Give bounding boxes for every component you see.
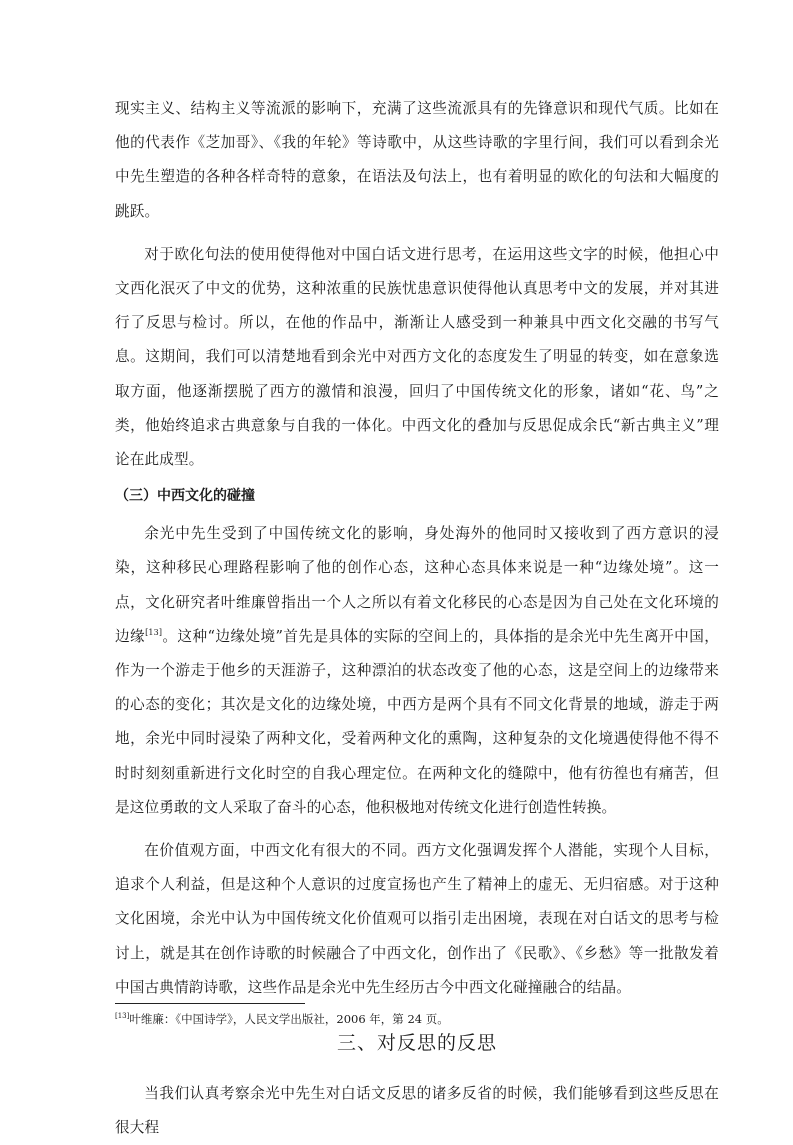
paragraph-2: 对于欧化句法的使用使得他对中国白话文进行思考，在运用这些文字的时候，他担心中文西化泯灭了中文的优势，这种浓重的民族忧患意识使得他认真思考中文的发展，并对其进行了反思与检讨。所以，在他的作品中，渐渐让人感受到一种兼具中西文化交融的书写气息。这期间，我们可以清楚地看到余光中对西方文化的态度发生了明显的转变，如在意象选取方面，他逐渐摆脱了西方的激情和浪漫，回归了中国传统文化的形象，诸如“花、鸟”之类，他始终追求古典意象与自我的一体化。中西文化的叠加与反思促成余氏“新古典主义”理论在此成型。 bbox=[115, 245, 719, 469]
document-body bbox=[115, 92, 719, 1145]
footnote-text: 叶维廉：《中国诗学》，人民文学出版社，2006 年，第 24 页。 bbox=[129, 1012, 449, 1026]
section-title: 三、对反思的反思 bbox=[336, 1032, 497, 1055]
footnote bbox=[115, 1010, 719, 1028]
paragraph-5: 当我们认真考察余光中先生对白话文反思的诸多反省的时候，我们能够看到这些反思在很大程 bbox=[115, 1085, 719, 1137]
subsection-heading: （三）中西文化的碰撞 bbox=[115, 488, 255, 505]
paragraph-1: 现实主义、结构主义等流派的影响下，充满了这些流派具有的先锋意识和现代气质。比如在他的代表作《芝加哥》、《我的年轮》等诗歌中，从这些诗歌的字里行间，我们可以看到余光中先生塑造的各种各样奇特的意象，在语法及句法上，也有着明显的欧化的句法和大幅度的跳跃。 bbox=[115, 100, 719, 220]
paragraph-3-part-a: 余光中先生受到了中国传统文化的影响，身处海外的他同时又接收到了西方意识的浸染，这种移民心理路程影响了他的创作心态，这种心态具体来说是一种“边缘处境”。这一点，文化研究者叶维廉曾指出一个人之所以有着文化移民的心态是因为自己处在文化环境的边缘 bbox=[115, 525, 719, 645]
paragraph-3-part-b: 。这种“边缘处境”首先是具体的实际的空间上的，具体指的是余光中先生离开中国，作为一个游走于他乡的天涯游子，这种漂泊的状态改变了他的心态，这是空间上的边缘带来的心态的变化；其次是文化的边缘处境，中西方是两个具有不同文化背景的地域，游走于两地，余光中同时浸染了两种文化，受着两种文化的熏陶，这种复杂的文化境遇使得他不得不时时刻刻重新进行文化时空的自我心理定位。在两种文化的缝隙中，他有彷徨也有痛苦，但是这位勇敢的文人采取了奋斗的心态，他积极地对传统文化进行创造性转换。 bbox=[115, 627, 719, 816]
paragraph-4: 在价值观方面，中西文化有很大的不同。西方文化强调发挥个人潜能，实现个人目标，追求个人利益，但是这种个人意识的过度宣扬也产生了精神上的虚无、无归宿感。对于这种文化困境，余光中认为中国传统文化价值观可以指引走出困境，表现在对白话文的思考与检讨上，就是其在创作诗歌的时候融合了中西文化，创作出了《民歌》、《乡愁》等一批散发着中国古典情韵诗歌，这些作品是余光中先生经历古今中西文化碰撞融合的结晶。 bbox=[115, 842, 719, 996]
footnote-reference[interactable]: [13] bbox=[145, 627, 163, 637]
footnote-marker: [13] bbox=[115, 1012, 130, 1021]
footnote-divider bbox=[115, 1003, 305, 1004]
paragraph-3 bbox=[115, 517, 719, 825]
